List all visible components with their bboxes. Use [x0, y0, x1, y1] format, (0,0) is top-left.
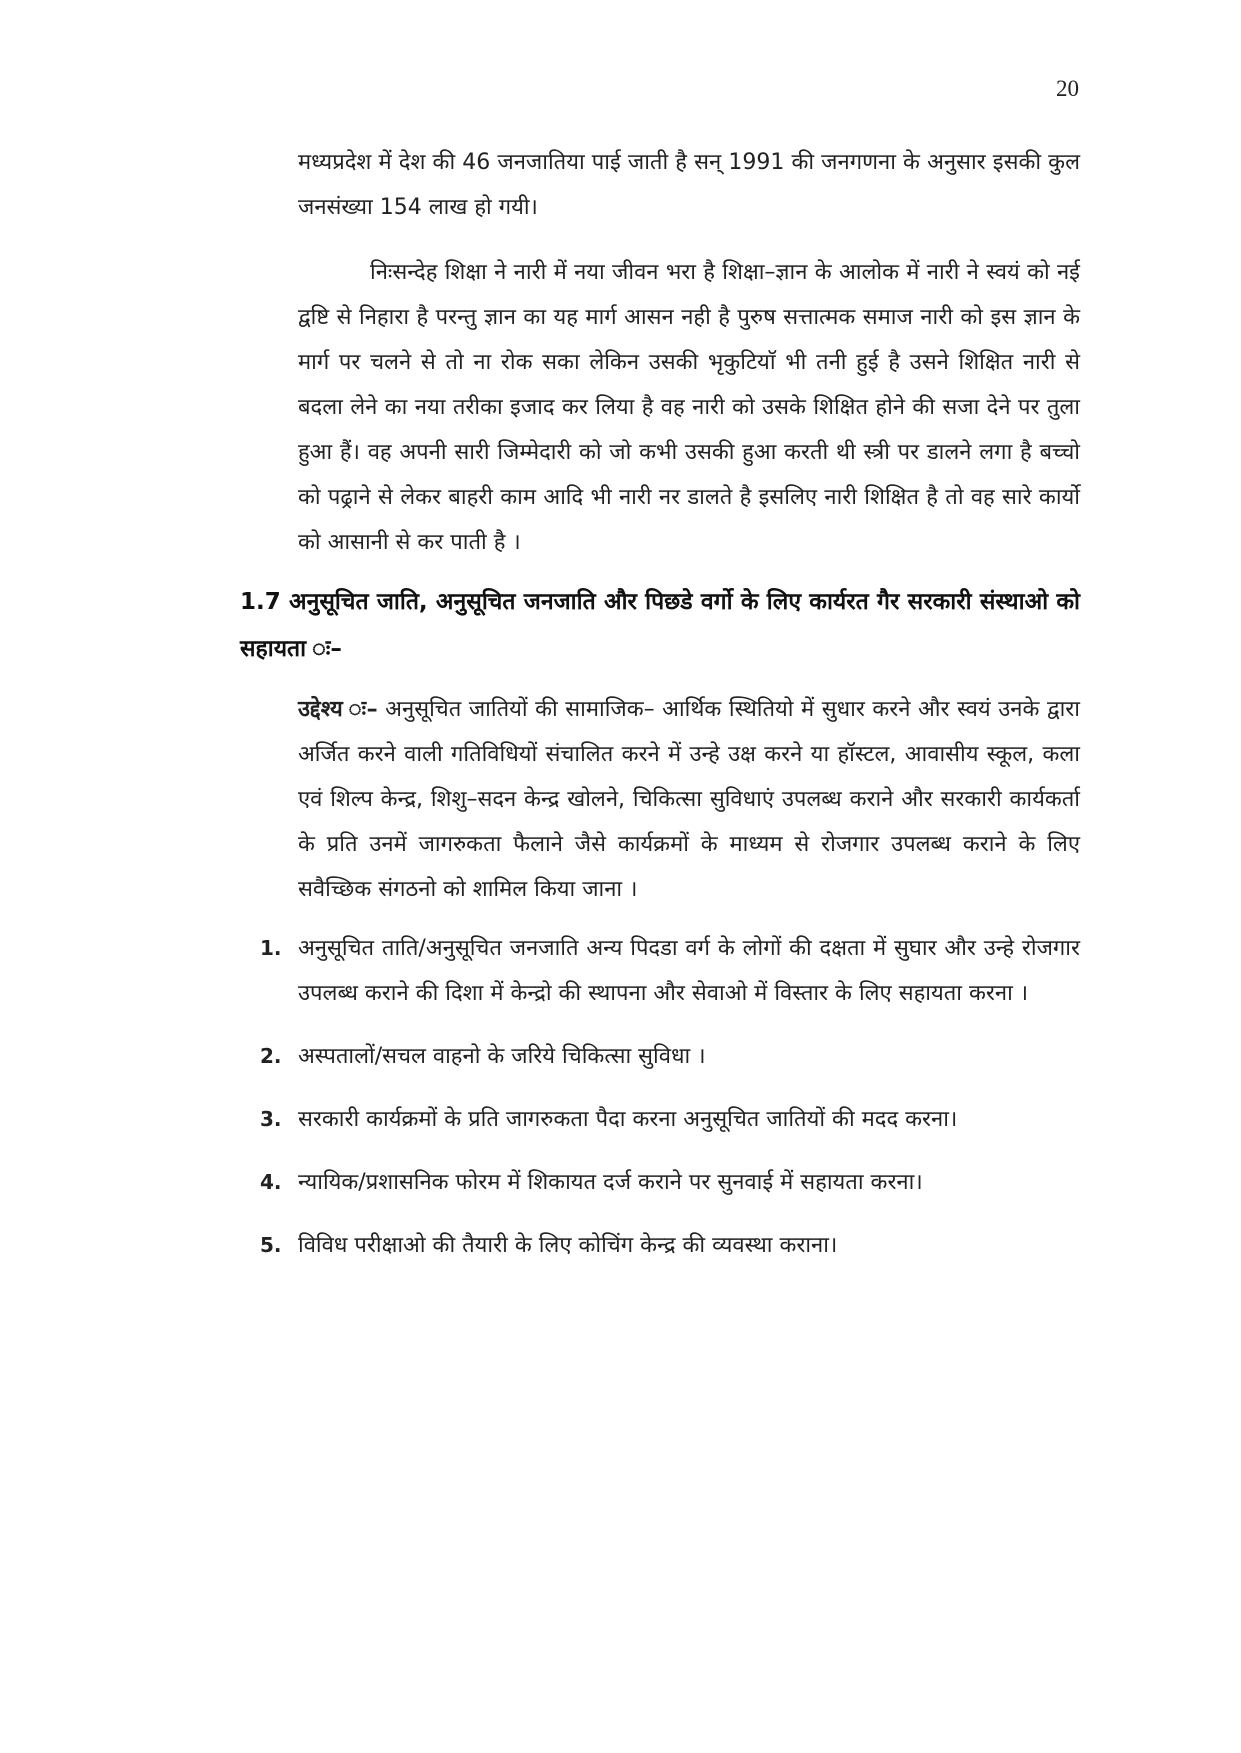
- list-item-text: सरकारी कार्यक्रमों के प्रति जागरुकता पैदा करना अनुसूचित जातियों की मदद करना।: [298, 1107, 958, 1132]
- objective-text: अनुसूचित जातियों की सामाजिक– आर्थिक स्थितियो में सुधार करने और स्वयं उनके द्वारा अर्जित करने वाली गतिविधियों संचालित करने में उन्हे उक्ष करने या हॉस्टल, आवासीय स्कूल, कला एवं शिल्प केन्द्र, शिशु–सदन केन्द्र खोलने, चिकित्सा सुविधाएं उपलब्ध कराने और सरकारी कार्यकर्ता के प्रति उनमें जागरुकता फैलाने जैसे कार्यक्रमों के माध्यम से रोजगार उपलब्ध कराने के लिए सवैच्छिक संगठनो को शामिल किया जाना ।: [298, 697, 1080, 902]
- paragraph-women-education: निःसन्देह शिक्षा ने नारी में नया जीवन भरा है शिक्षा–ज्ञान के आलोक में नारी ने स्वयं को नई द्वष्टि से निहारा है परन्तु ज्ञान का यह मार्ग आसन नही है पुरुष सत्तात्मक समाज नारी को इस ज्ञान के मार्ग पर चलने से तो ना रोक सका लेकिन उसकी भृकुटियाॅ भी तनी हुई है उसने शिक्षित नारी से बदला लेने का नया तरीका इजाद कर लिया है वह नारी को उसके शिक्षित होने की सजा देने पर तुला हुआ हैं। वह अपनी सारी जिम्मेदारी को जो कभी उसकी हुआ करती थी स्त्री पर डालने लगा है बच्चो को पढ्राने से लेकर बाहरी काम आदि भी नारी नर डालते है इसलिए नारी शिक्षित है तो वह सारे कार्यो को आसानी से कर पाती है ।: [298, 260, 1080, 555]
- list-item: [240, 1223, 1080, 1268]
- numbered-list: [240, 926, 1080, 1268]
- objective-label: उद्देश्य ः–: [298, 697, 378, 722]
- list-item-number: 1.: [260, 936, 282, 960]
- list-item: [240, 1097, 1080, 1142]
- list-item-text: अनुसूचित ताति/अनुसूचित जनजाति अन्य पिदडा वर्ग के लोगों की दक्षता में सुघार और उन्हे रोजगार उपलब्ध कराने की दिशा में केन्द्रो की स्थापना और सेवाओ में विस्तार के लिए सहायता करना ।: [298, 936, 1080, 1006]
- section-heading: 1.7 अनुसूचित जाति, अनुसूचित जनजाति और पिछडे वर्गो के लिए कार्यरत गैर सरकारी संस्थाओ को सहायता ः–: [240, 589, 1080, 662]
- list-item-text: न्यायिक/प्रशासनिक फोरम में शिकायत दर्ज कराने पर सुनवाई में सहायता करना।: [298, 1170, 923, 1195]
- list-item-text: अस्पतालों/सचल वाहनो के जरिये चिकित्सा सुविधा ।: [298, 1044, 706, 1069]
- list-item-number: 3.: [260, 1107, 282, 1131]
- list-item-number: 4.: [260, 1170, 282, 1194]
- list-item: [240, 1160, 1080, 1205]
- list-item-number: 5.: [260, 1233, 282, 1257]
- list-item: [240, 1034, 1080, 1079]
- objective-paragraph: [240, 687, 1080, 912]
- paragraph-population: मध्यप्रदेश में देश की 46 जनजातिया पाई जाती है सन् 1991 की जनगणना के अनुसार इसकी कुल जनसंख्या 154 लाख हो गयी।: [298, 150, 1080, 220]
- list-item-text: विविध परीक्षाओ की तैयारी के लिए कोचिंग केन्द्र की व्यवस्था कराना।: [298, 1233, 838, 1258]
- page-content: [240, 140, 1080, 1286]
- list-item-number: 2.: [260, 1044, 282, 1068]
- list-item: [240, 926, 1080, 1016]
- page-number: 20: [1056, 76, 1079, 101]
